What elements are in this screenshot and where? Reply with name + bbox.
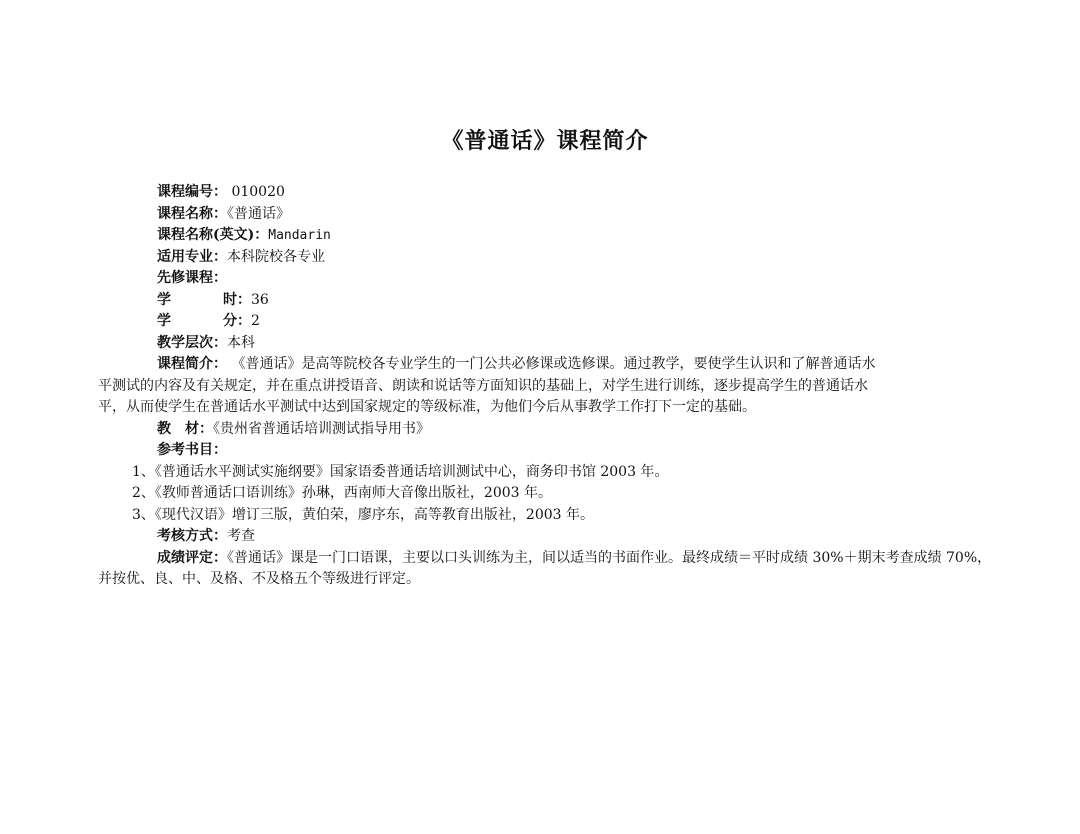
reference-item: 3、《现代汉语》增订三版，黄伯荣，廖序东，高等教育出版社，2003 年。 [132, 506, 594, 523]
course-name-en-value: Mandarin [268, 228, 331, 243]
textbook-label: 教 材： [157, 420, 213, 437]
prerequisite-label: 先修课程： [157, 270, 227, 286]
intro-text: 《普通话》是高等院校各专业学生的一门公共必修课或选修课。通过教学，要使学生认识和了解普通话水平测试的内容及有关规定，并在重点讲授语音、朗读和说话等方面知识的基础上，对学生进行训练，逐步提高学生的普通话水平，从而使学生在普通话水平测试中达到国家规定的等级标准，为他们今后从事教学工作打下一定的基础。 [98, 356, 876, 415]
level-row [98, 333, 998, 355]
level-label: 教学层次： [157, 334, 227, 351]
reference-item: 1、《普通话水平测试实施纲要》国家语委普通话培训测试中心，商务印书馆 2003 年。 [132, 463, 669, 480]
course-code-value: 010020 [227, 184, 285, 200]
credits-row [98, 311, 998, 333]
textbook-value: 《贵州省普通话培训测试指导用书》 [213, 420, 430, 437]
credits-value: 2 [251, 313, 260, 329]
course-code-row [98, 182, 998, 204]
grading-paragraph [98, 548, 993, 591]
hours-label-a: 学 [157, 291, 171, 308]
hours-value: 36 [251, 291, 269, 308]
assessment-row [98, 526, 998, 548]
credits-label-a: 学 [157, 313, 171, 329]
references-label: 参考书目： [157, 442, 227, 458]
textbook-row [98, 419, 998, 441]
course-name-en-label: 课程名称(英文)： [157, 227, 269, 243]
intro-label: 课程简介： [157, 356, 227, 372]
credits-label-b: 分： [223, 313, 251, 329]
hours-row [98, 290, 998, 312]
course-info [98, 182, 998, 591]
course-code-label: 课程编号： [157, 184, 227, 200]
prerequisite-row [98, 268, 998, 290]
assessment-label: 考核方式： [157, 528, 227, 544]
course-name-value: 《普通话》 [227, 205, 290, 222]
hours-label-b: 时： [223, 291, 251, 308]
major-label: 适用专业： [157, 248, 227, 265]
references-heading [98, 440, 998, 462]
document-title: 《普通话》课程简介 [441, 128, 649, 154]
intro-paragraph [98, 354, 888, 419]
grading-text: 《普通话》课是一门口语课，主要以口头训练为主，间以适当的书面作业。最终成绩＝平时成绩 30%＋期末考查成绩 70%，并按优、良、中、及格、不及格五个等级进行评定。 [98, 549, 992, 587]
level-value: 本科 [227, 334, 255, 351]
reference-item: 2、《教师普通话口语训练》孙琳，西南师大音像出版社，2003 年。 [132, 485, 552, 501]
assessment-value: 考查 [227, 528, 255, 544]
major-row [98, 247, 998, 269]
course-name-label: 课程名称： [157, 205, 227, 222]
course-name-en-row [98, 225, 998, 247]
course-name-row [98, 204, 998, 226]
grading-label: 成绩评定： [157, 549, 227, 566]
major-value: 本科院校各专业 [227, 248, 325, 265]
